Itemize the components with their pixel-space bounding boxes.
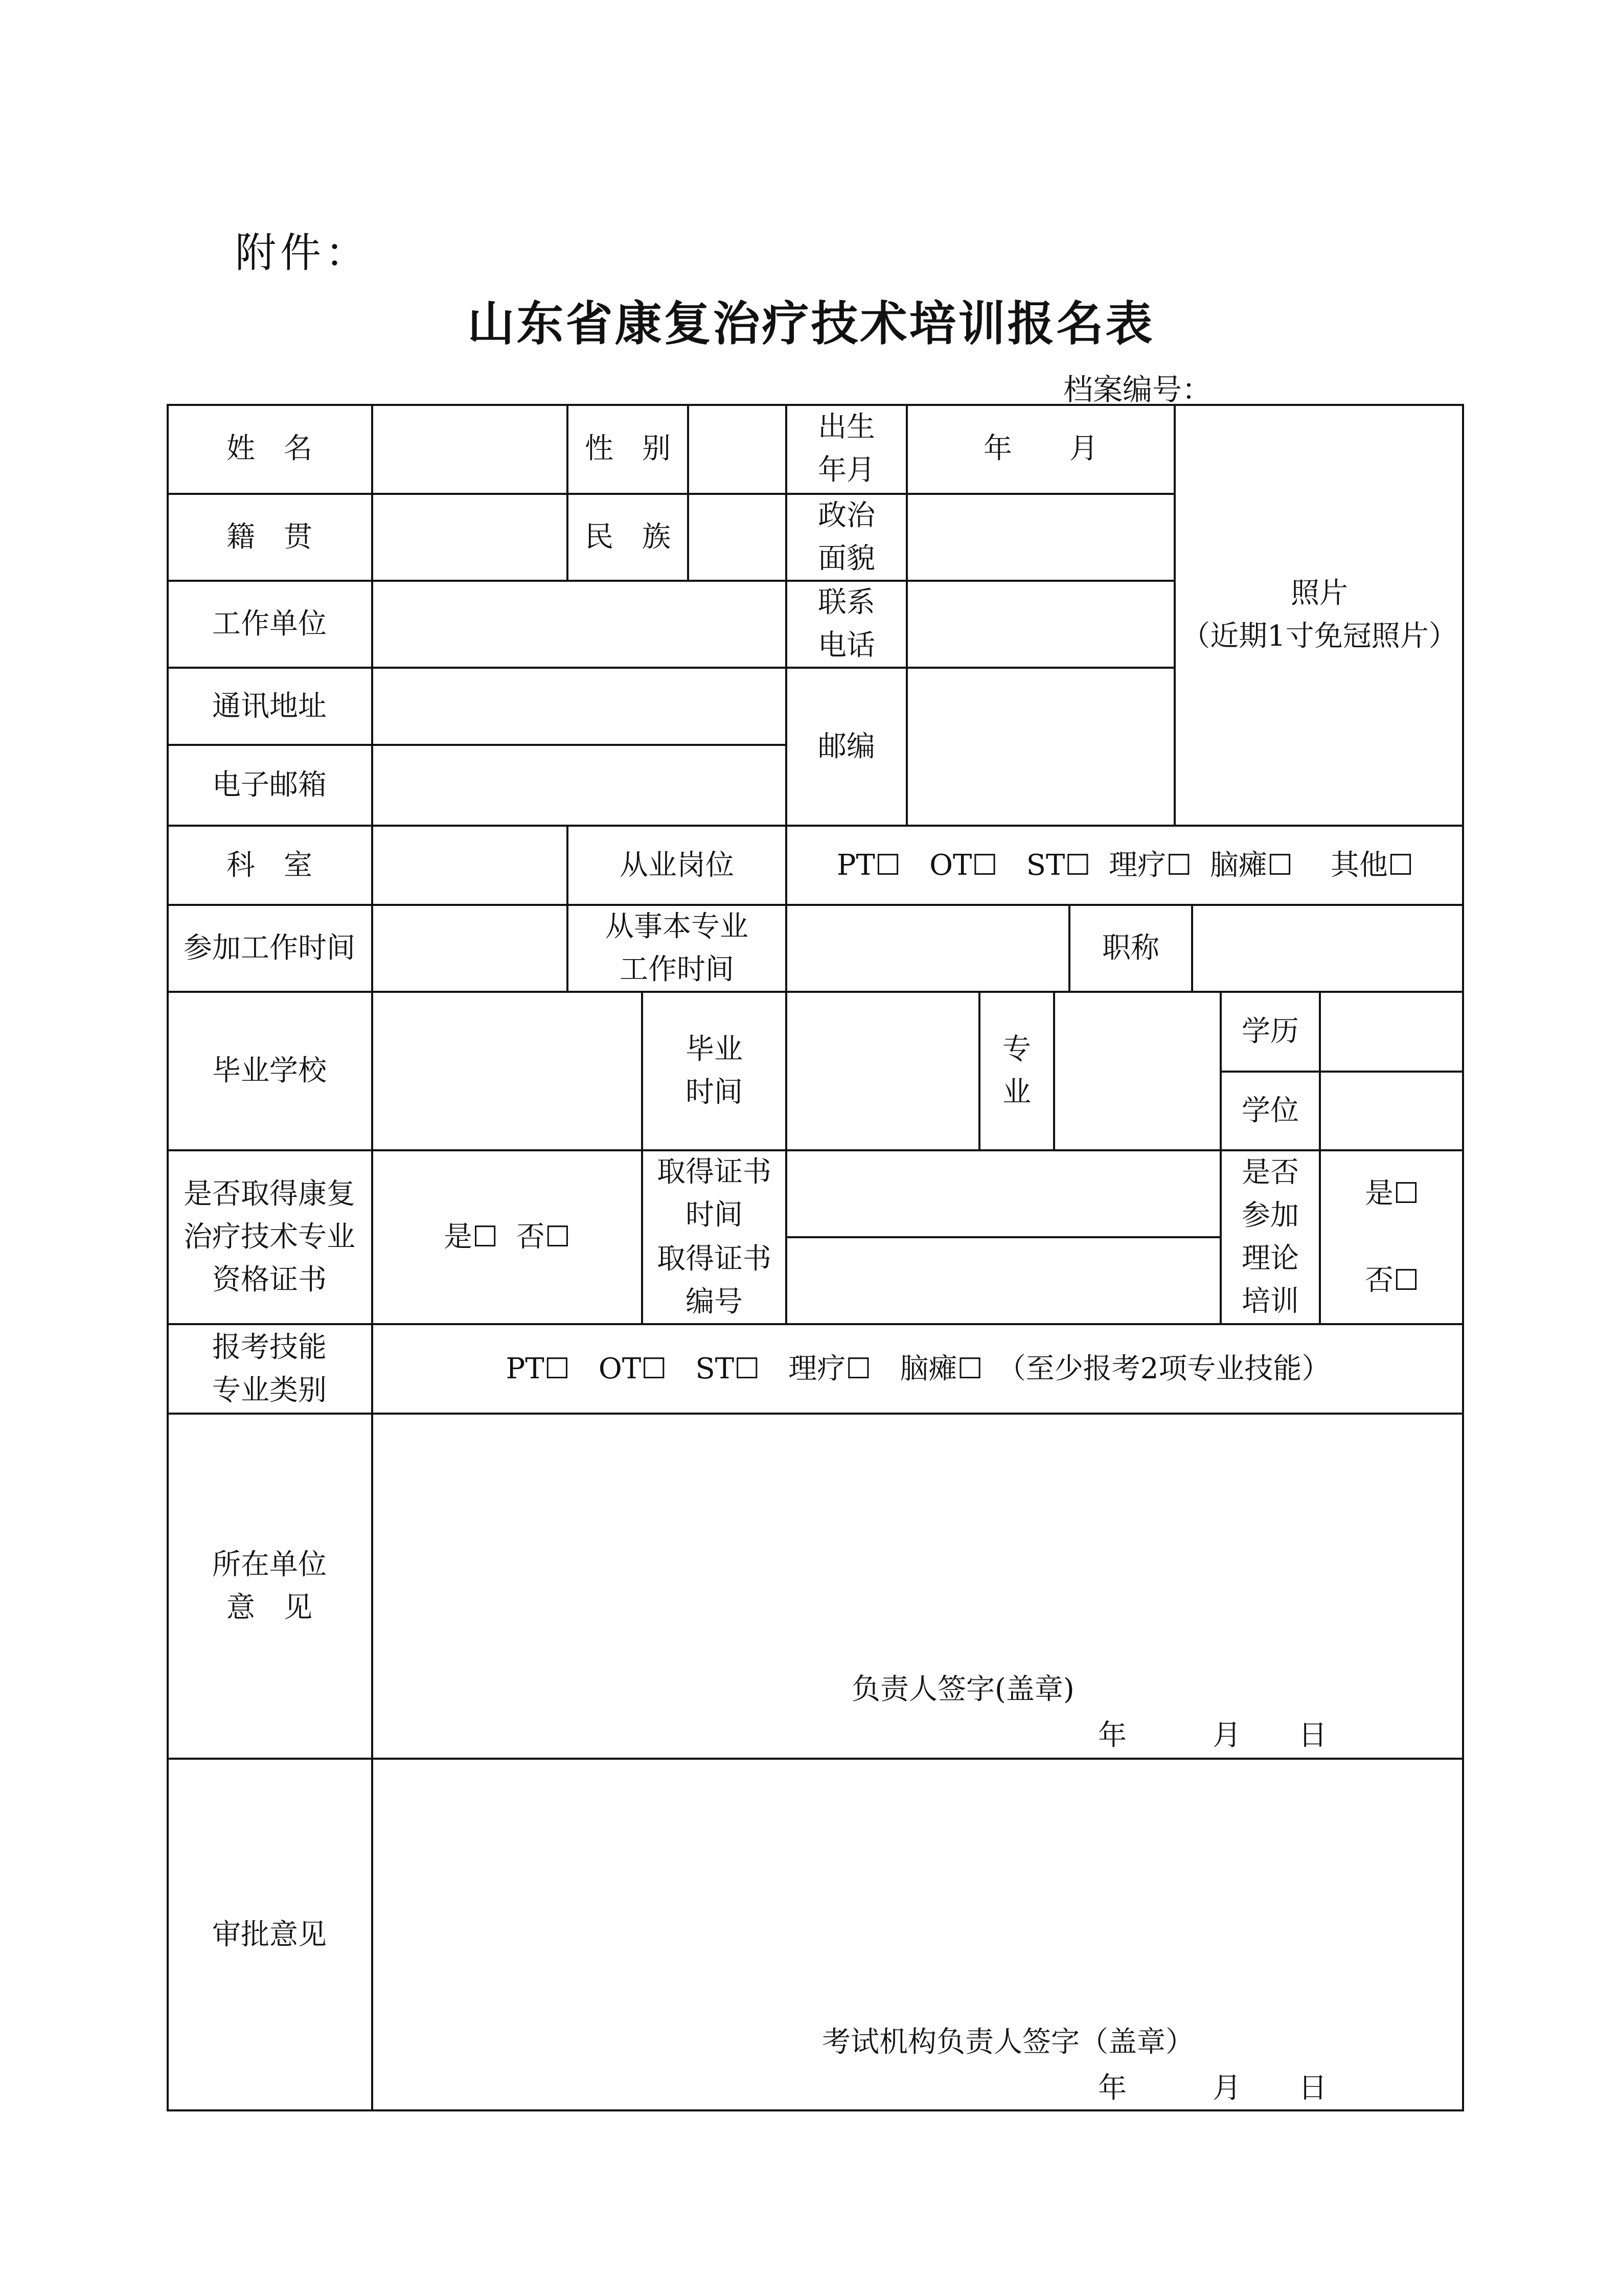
cert-label-line2: 治疗技术专业 [184,1220,355,1254]
cert-number-input[interactable] [786,1237,1221,1324]
photo-label-line1: 照片 [1291,576,1348,610]
skill-label-line2: 专业类别 [212,1373,327,1407]
title-rank-input[interactable] [1192,905,1464,992]
major-input[interactable] [1054,992,1221,1150]
cert-time-input[interactable] [786,1150,1221,1237]
grad-time-label-line2: 时间 [686,1076,743,1109]
cert-label-line1: 是否取得康复 [184,1177,355,1211]
theory-label-line4: 培训 [1242,1285,1299,1318]
photo-label-line2: （近期1寸免冠照片） [1181,619,1457,653]
archive-number-label: 档案编号： [1063,372,1212,407]
unit-opinion-label-line2: 意 见 [226,1590,312,1624]
major-label [979,992,1054,1150]
theory-label-line2: 参加 [1242,1199,1299,1232]
registration-form [167,404,1464,2111]
attachment-label: 附件： [235,229,370,277]
phone-input[interactable] [907,581,1175,668]
birth-label [786,404,907,494]
gender-input[interactable] [688,404,786,494]
cert-number-label-line1: 取得证书 [657,1242,771,1276]
major-work-label [567,905,786,992]
page-title: 山东省康复治疗技术培训报名表 [467,296,1155,351]
native-place-input[interactable] [372,494,567,581]
politics-label-line2: 面貌 [818,542,875,575]
approval-sign-label: 考试机构负责人签字（盖章） [822,2026,1194,2059]
approval-label: 审批意见 [212,1918,327,1951]
work-unit-input[interactable] [372,581,786,668]
email-input[interactable] [372,745,786,826]
theory-yes-checkbox[interactable]: 是☐ [1364,1177,1420,1210]
native-place-label: 籍 贯 [226,520,312,554]
cert-label-line3: 资格证书 [212,1263,327,1297]
skill-category-label [167,1324,372,1414]
cert-time-label [642,1150,786,1237]
grad-time-label [642,992,786,1150]
post-options[interactable]: PT☐ OT☐ ST☐ 理疗☐ 脑瘫☐ 其他☐ [836,848,1414,882]
theory-no-checkbox[interactable]: 否☐ [1364,1264,1420,1297]
birth-label-line1: 出生 [818,411,875,444]
politics-label-line1: 政治 [818,499,875,532]
unit-opinion-label-line1: 所在单位 [212,1548,327,1581]
theory-training-label [1221,1150,1320,1324]
address-label: 通讯地址 [212,689,327,723]
postcode-input[interactable] [907,668,1175,826]
skill-category-options[interactable]: PT☐ OT☐ ST☐ 理疗☐ 脑瘫☐ （至少报考2项专业技能） [506,1352,1331,1385]
work-unit-label: 工作单位 [212,607,327,641]
start-work-input[interactable] [372,905,567,992]
gender-label: 性 别 [585,432,671,465]
address-input[interactable] [372,668,786,745]
phone-label-line1: 联系 [818,586,875,619]
birth-label-line2: 年月 [818,453,875,487]
title-rank-label: 职称 [1102,931,1159,965]
email-label: 电子邮箱 [212,768,327,802]
major-label-line2: 业 [1002,1076,1031,1109]
dept-label: 科 室 [226,848,312,882]
skill-label-line1: 报考技能 [212,1330,327,1364]
theory-label-line3: 理论 [1242,1242,1299,1275]
dept-input[interactable] [372,826,567,905]
cert-time-label-line2: 时间 [686,1198,743,1232]
cert-number-label [642,1237,786,1324]
grad-time-input[interactable] [786,992,979,1150]
cert-options[interactable]: 是☐ 否☐ [443,1220,570,1254]
cert-number-label-line2: 编号 [686,1285,743,1319]
politics-label [786,494,907,581]
education-input[interactable] [1320,992,1464,1072]
phone-label-line2: 电话 [818,629,875,662]
politics-input[interactable] [907,494,1175,581]
major-label-line1: 专 [1002,1033,1031,1066]
photo-box [1175,404,1464,826]
grad-time-label-line1: 毕业 [686,1033,743,1066]
major-work-input[interactable] [786,905,1069,992]
degree-input[interactable] [1320,1072,1464,1150]
ethnic-input[interactable] [688,494,786,581]
unit-sign-label: 负责人签字(盖章) [852,1673,1075,1706]
postcode-label: 邮编 [818,730,875,763]
post-label: 从业岗位 [620,848,734,882]
ethnic-label: 民 族 [585,520,671,554]
education-label: 学历 [1242,1015,1299,1048]
start-work-label: 参加工作时间 [184,931,355,965]
degree-label: 学位 [1242,1094,1299,1127]
cert-label [167,1150,372,1324]
approval-date-label: 年 月 日 [1098,2072,1327,2105]
name-input[interactable] [372,404,567,494]
major-work-label-line1: 从事本专业 [605,910,748,943]
unit-opinion-label [167,1414,372,1759]
school-label: 毕业学校 [212,1054,327,1087]
theory-label-line1: 是否 [1242,1156,1299,1189]
phone-label [786,581,907,668]
cert-time-label-line1: 取得证书 [657,1155,771,1189]
birth-input[interactable]: 年 月 [984,432,1098,465]
name-label: 姓 名 [226,432,312,465]
unit-date-label: 年 月 日 [1098,1719,1327,1752]
school-input[interactable] [372,992,642,1150]
major-work-label-line2: 工作时间 [620,953,734,986]
